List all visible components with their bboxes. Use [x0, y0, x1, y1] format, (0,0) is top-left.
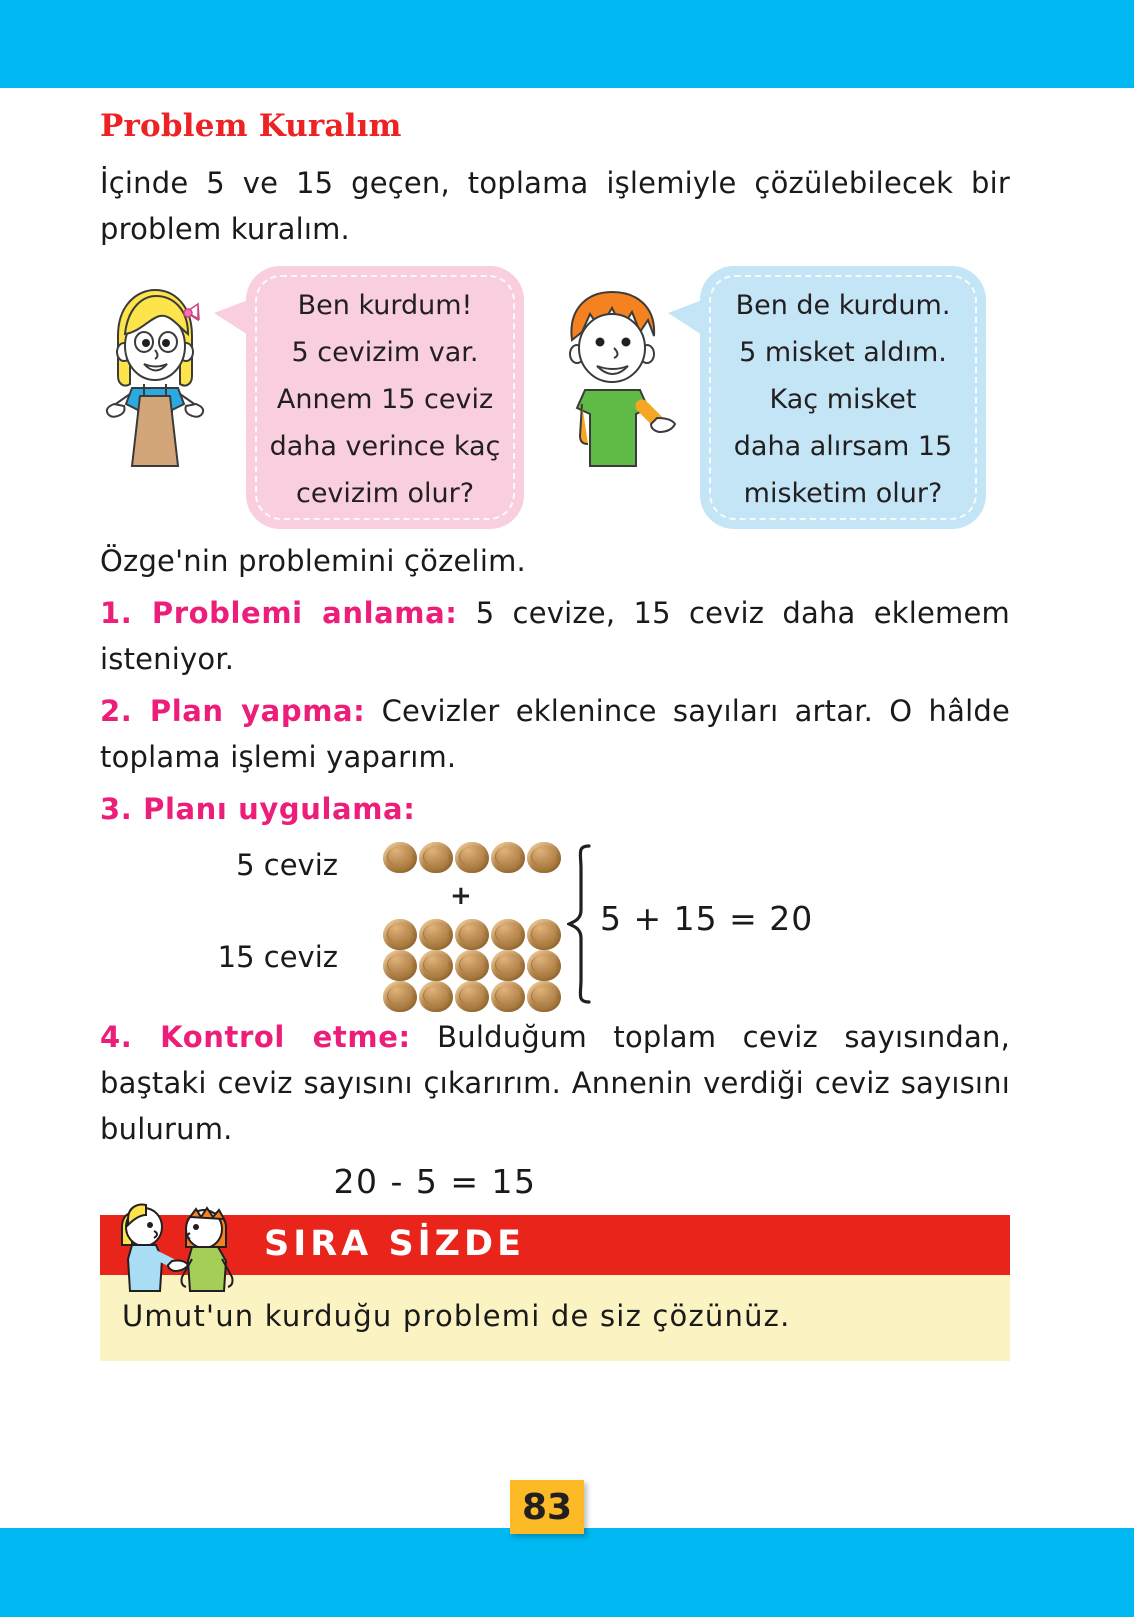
page-content: [100, 108, 1010, 1361]
walnut-icon: [455, 981, 489, 1012]
step-1-label: 1. Problemi anlama:: [100, 596, 458, 630]
solution-lead-in: Özge'nin problemini çözelim.: [100, 544, 526, 578]
sira-sizde-box: [100, 1215, 1010, 1361]
step-3: [100, 786, 1010, 832]
bubble-line: Ben kurdum!: [297, 290, 473, 321]
speech-tail: [214, 300, 248, 335]
sira-sizde-kids-icon: [106, 1193, 258, 1301]
walnut-groups: [383, 842, 561, 1012]
sum-equation: 5 + 15 = 20: [600, 899, 814, 938]
page-number: 83: [510, 1480, 584, 1534]
girl-speech-bubble: [246, 266, 524, 529]
sira-sizde-text: Umut'un kurduğu problemi de siz çözünüz.: [122, 1299, 791, 1333]
speech-tail: [668, 300, 702, 335]
walnut-icon: [383, 919, 417, 950]
walnut-icon: [419, 919, 453, 950]
bubble-line: 5 misket aldım.: [739, 337, 947, 368]
dialogue-row: [100, 266, 1010, 538]
plus-operator: +: [450, 881, 472, 911]
walnut-icon: [491, 981, 525, 1012]
step-4-text: Bulduğum toplam ceviz sayısından, baştaki ceviz sayısını çıkarırım. Annenin verdiği ceviz sayısını bulurum.: [100, 1020, 1010, 1146]
bubble-line: daha alırsam 15: [733, 431, 953, 462]
step-2-label: 2. Plan yapma:: [100, 694, 366, 728]
bubble-line: Ben de kurdum.: [735, 290, 951, 321]
walnut-icon: [419, 981, 453, 1012]
top-color-band: [0, 0, 1134, 88]
walnut-diagram: [100, 842, 1010, 1010]
walnut-top-label: 5 ceviz: [236, 848, 338, 882]
bubble-line: misketim olur?: [743, 478, 943, 509]
walnut-icon: [491, 950, 525, 981]
step-1-text: 5 cevize, 15 ceviz daha eklemem isteniyor.: [100, 596, 1010, 676]
walnut-icon: [527, 950, 561, 981]
step-4: [100, 1014, 1010, 1152]
curly-brace-icon: [567, 844, 601, 1008]
walnut-icon: [491, 919, 525, 950]
walnut-icon: [527, 842, 561, 873]
walnut-icon: [419, 950, 453, 981]
girl-character: [100, 284, 208, 469]
bubble-line: Kaç misket: [769, 384, 917, 415]
walnut-row-top: [383, 842, 561, 873]
walnut-icon: [455, 842, 489, 873]
step-2: [100, 688, 1010, 780]
step-1: [100, 590, 1010, 682]
walnut-row-bottom: [383, 981, 561, 1012]
page-title: Problem Kuralım: [100, 108, 402, 144]
step-4-label: 4. Kontrol etme:: [100, 1020, 411, 1054]
sira-sizde-bar: [100, 1215, 1010, 1275]
walnut-bottom-label: 15 ceviz: [217, 940, 338, 974]
walnut-icon: [383, 950, 417, 981]
walnut-icon: [455, 919, 489, 950]
bubble-line: daha verince kaç: [269, 431, 501, 462]
bottom-color-band: [0, 1528, 1134, 1617]
walnut-icon: [527, 981, 561, 1012]
walnut-icon: [491, 842, 525, 873]
walnut-row-bottom: [383, 919, 561, 950]
check-equation: 20 - 5 = 15: [333, 1162, 537, 1201]
walnut-icon: [383, 981, 417, 1012]
boy-character: [552, 284, 678, 469]
step-2-text: Cevizler eklenince sayıları artar. O hâlde toplama işlemi yaparım.: [100, 694, 1010, 774]
sira-sizde-title: SIRA SİZDE: [264, 1224, 526, 1264]
boy-speech-bubble: [700, 266, 986, 529]
bubble-line: cevizim olur?: [295, 478, 475, 509]
walnut-icon: [383, 842, 417, 873]
step-3-label: 3. Planı uygulama:: [100, 792, 416, 826]
walnut-icon: [527, 919, 561, 950]
walnut-row-bottom: [383, 950, 561, 981]
walnut-icon: [455, 950, 489, 981]
bubble-line: 5 cevizim var.: [291, 337, 479, 368]
intro-paragraph: İçinde 5 ve 15 geçen, toplama işlemiyle çözülebilecek bir problem kuralım.: [100, 166, 1010, 246]
page-body: [0, 88, 1134, 1528]
walnut-rows-bottom: [383, 919, 561, 1012]
walnut-icon: [419, 842, 453, 873]
bubble-line: Annem 15 ceviz: [276, 384, 494, 415]
